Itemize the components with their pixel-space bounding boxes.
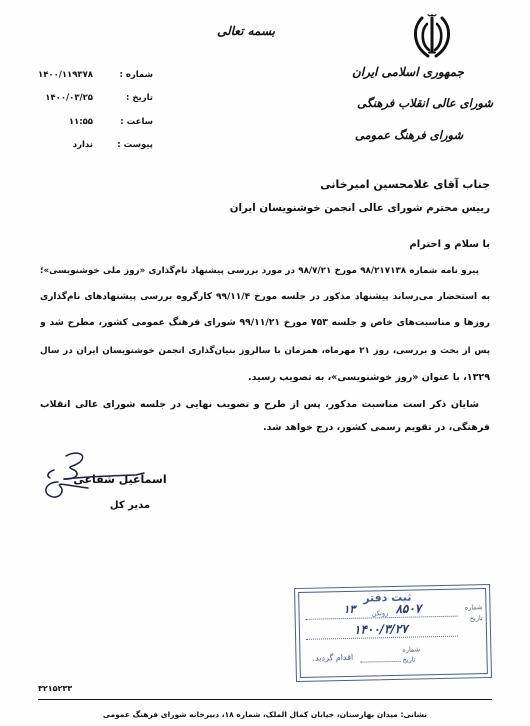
body-line: روزها و مناسبت‌های خاص و جلسه ۷۵۳ مورخ ۹۹/۱۱/۲۱ شورای فرهنگ عمومی کشور، مطرح شد و — [40, 317, 490, 328]
body-line: پس از بحث و بررسی، روز ۲۱ مهرماه، همزمان با سالروز بنیان‌گذاری انجمن خوشنویسان ایران در سال — [40, 346, 490, 356]
meta-label: تاریخ : — [126, 93, 153, 104]
letterhead-department: شورای فرهنگ عمومی — [354, 128, 464, 142]
meta-value: ۱۱:۵۵ — [68, 116, 93, 127]
handwritten-signature — [36, 446, 148, 508]
recipient-title: رییس محترم شورای عالی انجمن خوشنویسان ایران — [230, 202, 490, 214]
body-line: ۱۳۲۹، با عنوان «روز خوشنویسی»، به تصویب رسید. — [248, 372, 490, 383]
stamp-title: ثبت دفتر — [362, 590, 412, 605]
greeting: با سلام و احترام — [409, 239, 490, 250]
stamp-number-value: ۸۵۰۷ — [395, 601, 422, 616]
stamp-date-value: ۱۴۰۰/۳/۲۷ — [353, 621, 408, 637]
meta-attachment-row — [30, 134, 153, 158]
meta-number-row — [30, 63, 153, 87]
signatory-name: اسماعیل شفاعی — [73, 473, 167, 486]
meta-value: ۱۴۰۰/۱۱۹۳۷۸ — [38, 69, 93, 80]
stamp-action-date-label: تاریخ — [402, 655, 416, 664]
stamp-folder-label: زونکن — [371, 609, 389, 618]
meta-time-row — [30, 110, 153, 134]
stamp-action-text: اقدام گردید. — [312, 652, 354, 663]
letterhead-country: جمهوری اسلامی ایران — [352, 65, 464, 79]
body-line: فرهنگی، در تقویم رسمی کشور، درج خواهد شد. — [263, 422, 490, 433]
registration-stamp — [294, 584, 492, 682]
signatory-position: مدیر کل — [109, 500, 151, 511]
body-line: شایان ذکر است مناسبت مذکور، پس از طرح و تصویب نهایی در جلسه شورای عالی انقلاب — [40, 399, 479, 410]
meta-value: ندارد — [72, 140, 93, 151]
footer-address: نشانی: میدان بهارستان، خیابان کمال الملک، شماره ۱۸، دبیرخانه شورای فرهنگ عمومی — [102, 710, 428, 719]
iran-emblem-icon — [410, 12, 454, 60]
footer-divider — [38, 699, 492, 700]
stamp-number-label: شماره — [464, 603, 483, 612]
body-line: پیرو نامه شماره ۹۸/۲۱۷۱۳۸ مورخ ۹۸/۷/۲۱ در مورد بررسی پیشنهاد نام‌گذاری «روز ملی خوشنویسی»؛ — [40, 266, 479, 276]
recipient-name: جناب آقای غلامحسین امیرخانی — [320, 178, 490, 191]
meta-label: پیوست : — [117, 140, 153, 151]
stamp-date-label: تاریخ — [469, 614, 483, 623]
meta-value: ۱۴۰۰/۰۳/۲۵ — [45, 93, 93, 104]
meta-label: شماره : — [119, 69, 153, 80]
stamp-folder-value: ۱۳ — [343, 602, 356, 617]
stamp-action-number-label: شماره — [402, 645, 421, 654]
letterhead-council: شورای عالی انقلاب فرهنگی — [356, 96, 493, 110]
body-line: به استحضار می‌رساند پیشنهاد مذکور در جلسه مورخ ۹۹/۱۱/۴ کارگروه بررسی پیشنهادهای نام‌گذاری — [40, 292, 490, 302]
letter-meta — [30, 63, 153, 157]
reference-number: ۳۲۱۵۲۳۳ — [38, 684, 73, 693]
meta-label: ساعت : — [120, 116, 153, 127]
meta-date-row — [30, 87, 153, 111]
bismillah-heading: بسمه تعالی — [216, 24, 276, 38]
